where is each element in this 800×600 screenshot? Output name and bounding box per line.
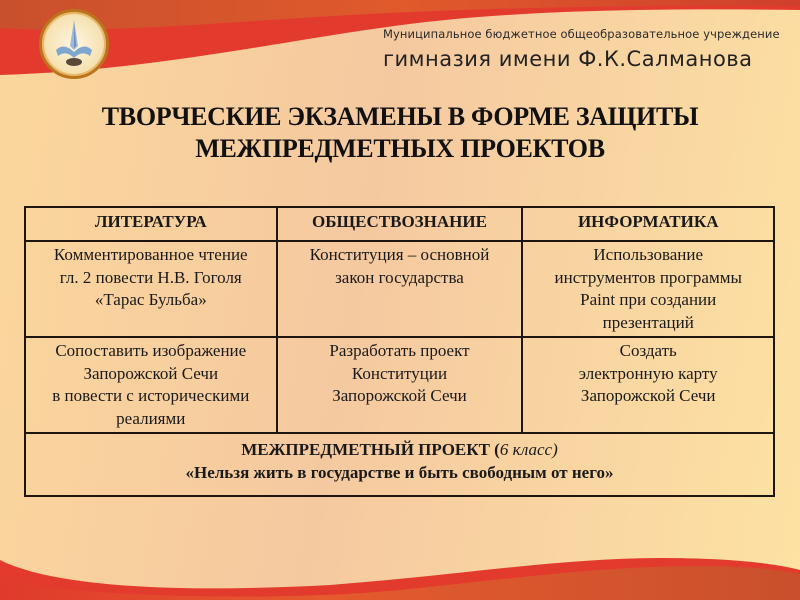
- table-cell: Конституция – основной закон государства: [277, 241, 523, 337]
- header-literature: ЛИТЕРАТУРА: [25, 207, 277, 241]
- project-label: МЕЖПРЕДМЕТНЫЙ ПРОЕКТ (6 класс): [241, 440, 558, 459]
- project-quote: «Нельзя жить в государстве и быть свободным от него»: [185, 462, 614, 482]
- table-header-row: [25, 207, 774, 241]
- institution-name: гимназия имени Ф.К.Салманова: [383, 47, 753, 71]
- header-informatics: ИНФОРМАТИКА: [522, 207, 774, 241]
- table-row: [25, 241, 774, 337]
- institution-type: Муниципальное бюджетное общеобразовательное учреждение: [383, 27, 780, 41]
- title-line-2: МЕЖПРЕДМЕТНЫХ ПРОЕКТОВ: [195, 134, 605, 163]
- table-cell: Сопоставить изображение Запорожской Сечи в повести с историческими реалиями: [25, 337, 277, 433]
- table-cell: Комментированное чтение гл. 2 повести Н.В. Гоголя «Тарас Бульба»: [25, 241, 277, 337]
- table-cell: Разработать проект Конституции Запорожской Сечи: [277, 337, 523, 433]
- table-footer-row: [25, 433, 774, 496]
- projects-table: [24, 206, 775, 497]
- bottom-wave-decoration: [0, 550, 800, 600]
- grade-label: 6 класс): [499, 440, 558, 459]
- school-emblem-icon: [39, 9, 109, 79]
- header-social-studies: ОБЩЕСТВОЗНАНИЕ: [277, 207, 523, 241]
- page-title: [0, 101, 800, 165]
- title-line-1: ТВОРЧЕСКИЕ ЭКЗАМЕНЫ В ФОРМЕ ЗАЩИТЫ: [101, 102, 699, 131]
- table-cell: Использование инструментов программы Paint при создании презентаций: [522, 241, 774, 337]
- interdisciplinary-project-cell: [25, 433, 774, 496]
- table-cell: Создать электронную карту Запорожской Сечи: [522, 337, 774, 433]
- table-row: [25, 337, 774, 433]
